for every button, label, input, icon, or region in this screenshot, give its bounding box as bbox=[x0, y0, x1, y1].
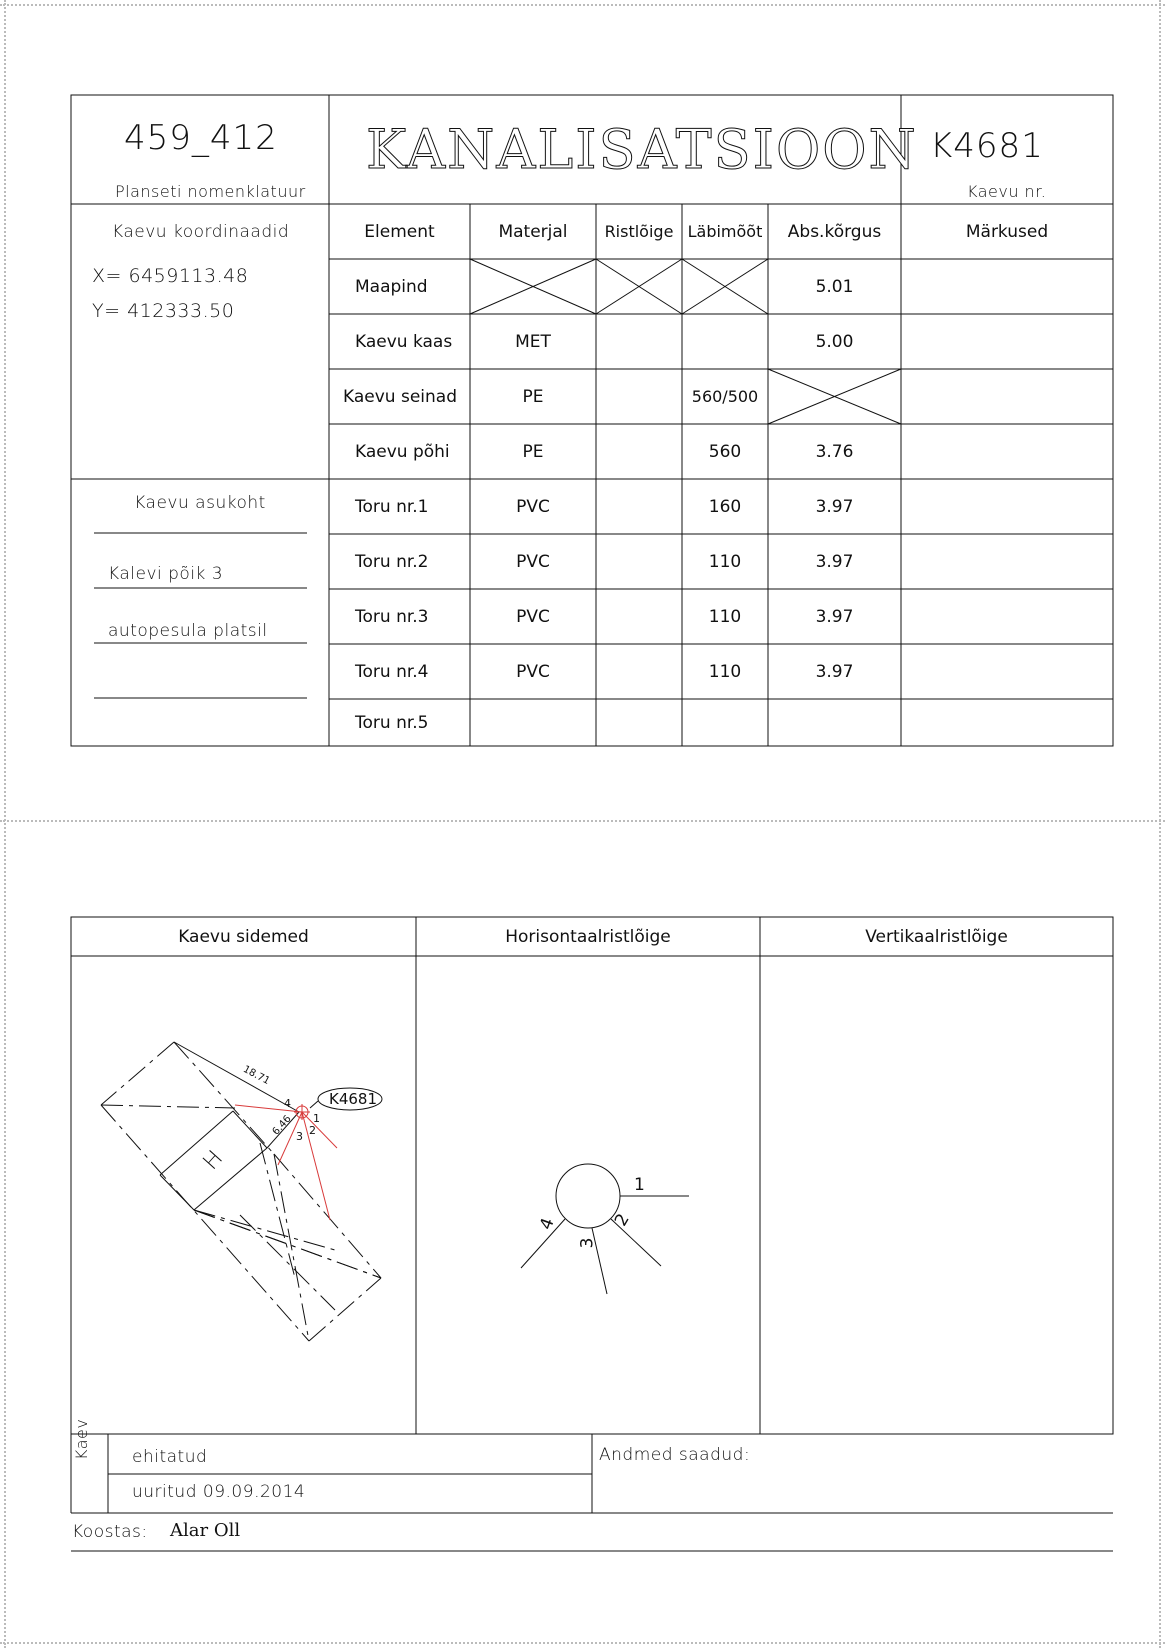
row-material: PVC bbox=[516, 661, 550, 682]
coordinates-label: Kaevu koordinaadid bbox=[112, 222, 290, 242]
col-header-notes: Märkused bbox=[965, 221, 1049, 242]
sheet-code: 459_412 bbox=[124, 118, 278, 158]
footer-data-received: Andmed saadud: bbox=[599, 1445, 751, 1465]
footer-author-name: Alar Oll bbox=[170, 1520, 241, 1541]
row-elevation: 3.97 bbox=[815, 606, 854, 627]
row-elevation: 3.97 bbox=[815, 496, 854, 517]
row-diameter: 110 bbox=[708, 661, 742, 682]
col-header-material: Materjal bbox=[498, 221, 568, 242]
row-material: MET bbox=[515, 331, 551, 352]
location-line2: autopesula platsil bbox=[108, 621, 268, 641]
row-element: Kaevu seinad bbox=[343, 386, 457, 407]
col-header-element: Element bbox=[364, 221, 435, 242]
sketch-well-tag: K4681 bbox=[329, 1090, 378, 1108]
well-id: K4681 bbox=[930, 126, 1044, 166]
row-element: Toru nr.4 bbox=[355, 661, 429, 682]
section-pipe-label: 4 bbox=[536, 1215, 559, 1233]
sketch-pipe-label: 3 bbox=[296, 1130, 303, 1143]
col-header-elevation: Abs.kõrgus bbox=[787, 221, 882, 242]
location-label: Kaevu asukoht bbox=[134, 493, 266, 513]
col-header-section: Ristlõige bbox=[604, 222, 674, 241]
well-id-label: Kaevu nr. bbox=[967, 182, 1047, 201]
row-element: Toru nr.2 bbox=[355, 551, 429, 572]
row-diameter: 560/500 bbox=[691, 387, 759, 406]
sketch-pipe-label: 4 bbox=[284, 1097, 291, 1110]
panel-header-ties: Kaevu sidemed bbox=[178, 926, 309, 947]
sheet-code-label: Planseti nomenklatuur bbox=[115, 182, 306, 201]
sketch-pipe-label: 2 bbox=[309, 1124, 316, 1137]
row-material: PE bbox=[522, 386, 544, 407]
row-material: PVC bbox=[516, 606, 550, 627]
coordinate-x: X= 6459113.48 bbox=[92, 265, 249, 287]
panel-header-vertical: Vertikaalristlõige bbox=[865, 926, 1008, 947]
panel-header-horizontal: Horisontaalristlõige bbox=[505, 926, 671, 947]
row-material: PVC bbox=[516, 551, 550, 572]
row-diameter: 110 bbox=[708, 551, 742, 572]
row-element: Toru nr.1 bbox=[355, 496, 429, 517]
sketch-pipe-label: 1 bbox=[313, 1112, 320, 1125]
section-pipe-label: 1 bbox=[634, 1175, 645, 1195]
section-pipe-label: 3 bbox=[577, 1237, 598, 1249]
footer-built: ehitatud bbox=[132, 1447, 208, 1467]
sketch-building-mark: H bbox=[198, 1145, 229, 1176]
lower-panel-frame bbox=[71, 917, 1113, 1434]
site-sketch bbox=[101, 1042, 381, 1341]
location-line1: Kalevi põik 3 bbox=[108, 564, 224, 584]
row-elevation: 3.97 bbox=[815, 551, 854, 572]
row-element: Toru nr.3 bbox=[355, 606, 429, 627]
row-diameter: 560 bbox=[708, 441, 742, 462]
footer-surveyed: uuritud 09.09.2014 bbox=[132, 1482, 306, 1502]
footer-author-label: Koostas: bbox=[72, 1522, 148, 1542]
col-header-diameter: Läbimõõt bbox=[687, 222, 763, 241]
sketch-dim-1: 18.71 bbox=[241, 1063, 272, 1088]
row-element: Toru nr.5 bbox=[355, 712, 429, 733]
row-material: PVC bbox=[516, 496, 550, 517]
row-material: PE bbox=[522, 441, 544, 462]
section-pipe-label: 2 bbox=[611, 1210, 634, 1230]
row-element: Kaevu põhi bbox=[355, 441, 450, 462]
row-elevation: 3.76 bbox=[815, 441, 854, 462]
row-elevation: 5.01 bbox=[815, 276, 854, 297]
row-element: Kaevu kaas bbox=[355, 331, 453, 352]
row-elevation: 5.00 bbox=[815, 331, 854, 352]
coordinate-y: Y= 412333.50 bbox=[92, 300, 235, 322]
row-diameter: 160 bbox=[708, 496, 742, 517]
footer-side-label: Kaev bbox=[72, 1418, 91, 1460]
row-element: Maapind bbox=[355, 276, 428, 297]
sketch-dim-2: 6.46 bbox=[270, 1113, 294, 1138]
row-elevation: 3.97 bbox=[815, 661, 854, 682]
page-title: KANALISATSIOON bbox=[366, 118, 918, 181]
row-diameter: 110 bbox=[708, 606, 742, 627]
